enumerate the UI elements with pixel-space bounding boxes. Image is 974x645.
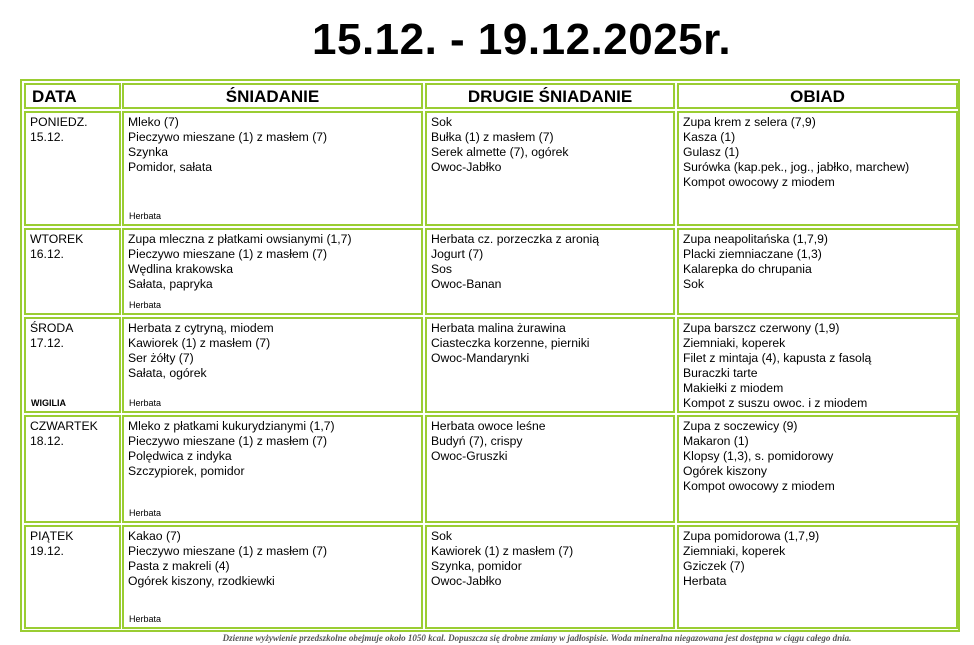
menu-item: Pieczywo mieszane (1) z masłem (7) <box>128 434 328 448</box>
menu-item: Kompot z suszu owoc. i z miodem <box>683 396 868 410</box>
cell-breakfast <box>122 525 423 629</box>
menu-item: Sos <box>431 262 453 276</box>
day-note: WIGILIA <box>31 398 66 408</box>
menu-item: Zupa z soczewicy (9) <box>683 419 798 433</box>
breakfast-drink: Herbata <box>129 614 162 624</box>
header-breakfast <box>122 83 423 109</box>
menu-item: Jogurt (7) <box>431 247 484 261</box>
breakfast-drink: Herbata <box>129 211 162 221</box>
day-name: PIĄTEK <box>30 529 74 543</box>
breakfast-drink: Herbata <box>129 398 162 408</box>
menu-item: Serek almette (7), ogórek <box>431 145 569 159</box>
menu-item: Mleko z płatkami kukurydzianymi (1,7) <box>128 419 335 433</box>
menu-item: Kalarepka do chrupania <box>683 262 812 276</box>
menu-item: Pieczywo mieszane (1) z masłem (7) <box>128 544 328 558</box>
menu-item: Ogórek kiszony <box>683 464 767 478</box>
menu-title: 15.12. - 19.12.2025r. <box>312 15 732 64</box>
menu-item: Ogórek kiszony, rzodkiewki <box>128 574 275 588</box>
menu-item: Owoc-Banan <box>431 277 502 291</box>
menu-item: Bułka (1) z masłem (7) <box>431 130 554 144</box>
menu-item: Kasza (1) <box>683 130 736 144</box>
menu-item: Kawiorek (1) z masłem (7) <box>128 336 271 350</box>
cell-second-breakfast <box>425 111 675 226</box>
cell-second-breakfast <box>425 228 675 315</box>
day-date: 15.12. <box>30 130 64 144</box>
cell-lunch <box>677 415 958 523</box>
menu-item: Herbata cz. porzeczka z aronią <box>431 232 599 246</box>
cell-lunch <box>677 317 958 413</box>
menu-item: Buraczki tarte <box>683 366 758 380</box>
menu-item: Kompot owocowy z miodem <box>683 175 835 189</box>
breakfast-drink: Herbata <box>129 300 162 310</box>
footer-note: Dzienne wyżywienie przedszkolne obejmuje około 1050 kcal. Dopuszcza się drobne zmiany w jadłospisie. Woda mineralna niegazowana jest dostępna w ciągu całego dnia. <box>222 633 852 643</box>
menu-item: Sok <box>431 529 453 543</box>
menu-item: Zupa mleczna z płatkami owsianymi (1,7) <box>128 232 352 246</box>
header-second-breakfast <box>425 83 675 109</box>
cell-lunch <box>677 111 958 226</box>
cell-second-breakfast <box>425 317 675 413</box>
menu-item: Pieczywo mieszane (1) z masłem (7) <box>128 247 328 261</box>
cell-date <box>24 111 121 226</box>
menu-item: Polędwica z indyka <box>128 449 232 463</box>
day-name: ŚRODA <box>30 321 74 335</box>
menu-item: Herbata owoce leśne <box>431 419 546 433</box>
day-date: 19.12. <box>30 544 64 558</box>
menu-item: Owoc-Jabłko <box>431 574 502 588</box>
menu-item: Zupa barszcz czerwony (1,9) <box>683 321 840 335</box>
menu-item: Kawiorek (1) z masłem (7) <box>431 544 574 558</box>
menu-item: Klopsy (1,3), s. pomidorowy <box>683 449 834 463</box>
cell-second-breakfast <box>425 415 675 523</box>
day-name: CZWARTEK <box>30 419 98 433</box>
menu-item: Filet z mintaja (4), kapusta z fasolą <box>683 351 872 365</box>
header-lunch-label: OBIAD <box>790 87 845 106</box>
cell-second-breakfast <box>425 525 675 629</box>
menu-item: Pieczywo mieszane (1) z masłem (7) <box>128 130 328 144</box>
cell-lunch <box>677 525 958 629</box>
header-date <box>24 83 121 109</box>
cell-breakfast <box>122 111 423 226</box>
menu-item: Szczypiorek, pomidor <box>128 464 245 478</box>
menu-item: Ciasteczka korzenne, pierniki <box>431 336 590 350</box>
menu-item: Zupa pomidorowa (1,7,9) <box>683 529 820 543</box>
menu-item: Zupa neapolitańska (1,7,9) <box>683 232 828 246</box>
cell-breakfast <box>122 415 423 523</box>
menu-item: Sałata, papryka <box>128 277 213 291</box>
menu-item: Ser żółty (7) <box>128 351 194 365</box>
menu-item: Szynka <box>128 145 168 159</box>
cell-date <box>24 317 121 413</box>
menu-item: Owoc-Jabłko <box>431 160 502 174</box>
menu-item: Herbata z cytryną, miodem <box>128 321 274 335</box>
cell-date <box>24 415 121 523</box>
menu-item: Makaron (1) <box>683 434 749 448</box>
header-breakfast-label: ŚNIADANIE <box>225 87 320 106</box>
day-date: 18.12. <box>30 434 64 448</box>
menu-item: Ziemniaki, koperek <box>683 544 786 558</box>
menu-item: Placki ziemniaczane (1,3) <box>683 247 822 261</box>
menu-item: Owoc-Gruszki <box>431 449 508 463</box>
header-lunch <box>677 83 958 109</box>
cell-breakfast <box>122 228 423 315</box>
menu-item: Makiełki z miodem <box>683 381 784 395</box>
menu-item: Mleko (7) <box>128 115 179 129</box>
menu-item: Budyń (7), crispy <box>431 434 523 448</box>
menu-item: Herbata <box>683 574 727 588</box>
menu-item: Sok <box>431 115 453 129</box>
menu-item: Kakao (7) <box>128 529 181 543</box>
menu-item: Herbata malina żurawina <box>431 321 566 335</box>
menu-item: Gulasz (1) <box>683 145 740 159</box>
menu-item: Kompot owocowy z miodem <box>683 479 835 493</box>
cell-date <box>24 228 121 315</box>
menu-item: Owoc-Mandarynki <box>431 351 530 365</box>
menu-item: Sok <box>683 277 705 291</box>
day-name: PONIEDZ. <box>30 115 88 129</box>
header-second-breakfast-label: DRUGIE ŚNIADANIE <box>467 87 633 106</box>
menu-item: Wędlina krakowska <box>128 262 233 276</box>
menu-item: Szynka, pomidor <box>431 559 522 573</box>
menu-item: Pasta z makreli (4) <box>128 559 230 573</box>
breakfast-drink: Herbata <box>129 508 162 518</box>
menu-item: Ziemniaki, koperek <box>683 336 786 350</box>
header-date-label: DATA <box>32 87 77 106</box>
day-date: 16.12. <box>30 247 64 261</box>
cell-date <box>24 525 121 629</box>
cell-lunch <box>677 228 958 315</box>
cell-breakfast <box>122 317 423 413</box>
menu-item: Zupa krem z selera (7,9) <box>683 115 816 129</box>
day-name: WTOREK <box>30 232 84 246</box>
day-date: 17.12. <box>30 336 64 350</box>
menu-item: Surówka (kap.pek., jog., jabłko, marchew) <box>683 160 910 174</box>
menu-item: Gziczek (7) <box>683 559 745 573</box>
menu-item: Sałata, ogórek <box>128 366 207 380</box>
menu-item: Pomidor, sałata <box>128 160 213 174</box>
